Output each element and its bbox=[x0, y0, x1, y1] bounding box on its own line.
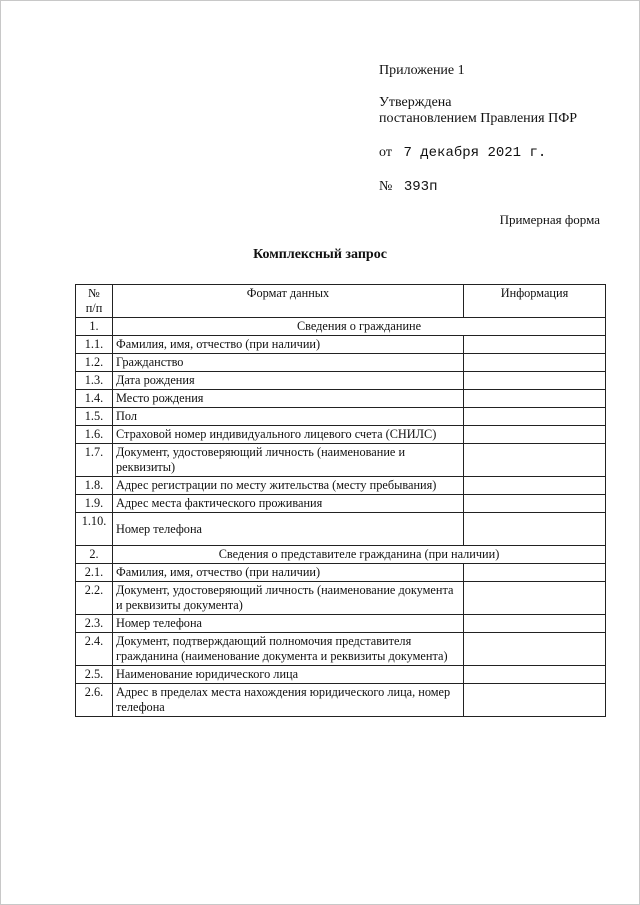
row-label: Наименование юридического лица bbox=[113, 666, 464, 684]
approved-by-label: постановлением Правления ПФР bbox=[379, 111, 578, 126]
table-header-row bbox=[76, 285, 606, 318]
info-cell[interactable] bbox=[464, 582, 606, 615]
table-row bbox=[76, 495, 606, 513]
info-cell[interactable] bbox=[464, 372, 606, 390]
request-table-body bbox=[76, 285, 606, 717]
row-number: 2.5. bbox=[76, 666, 113, 684]
row-label: Документ, удостоверяющий личность (наименование документа и реквизиты документа) bbox=[113, 582, 464, 615]
document-title: Комплексный запрос bbox=[253, 247, 387, 262]
table-row bbox=[76, 354, 606, 372]
info-cell[interactable] bbox=[464, 513, 606, 546]
section-title: Сведения о гражданине bbox=[113, 318, 606, 336]
section-title: Сведения о представителе гражданина (при наличии) bbox=[113, 546, 606, 564]
table-row bbox=[76, 336, 606, 354]
info-cell[interactable] bbox=[464, 633, 606, 666]
row-label: Пол bbox=[113, 408, 464, 426]
col-num-line1: № bbox=[88, 286, 100, 300]
row-label: Адрес места фактического проживания bbox=[113, 495, 464, 513]
row-label: Гражданство bbox=[113, 354, 464, 372]
info-cell[interactable] bbox=[464, 666, 606, 684]
info-cell[interactable] bbox=[464, 495, 606, 513]
row-label: Документ, подтверждающий полномочия представителя гражданина (наименование документа и реквизиты документа) bbox=[113, 633, 464, 666]
table-row bbox=[76, 582, 606, 615]
info-cell[interactable] bbox=[464, 615, 606, 633]
row-number: 1.1. bbox=[76, 336, 113, 354]
table-row bbox=[76, 633, 606, 666]
row-label: Фамилия, имя, отчество (при наличии) bbox=[113, 564, 464, 582]
row-label: Адрес в пределах места нахождения юридического лица, номер телефона bbox=[113, 684, 464, 717]
approval-date bbox=[379, 144, 546, 162]
date-prefix: от bbox=[379, 145, 392, 160]
approval-number bbox=[379, 178, 437, 196]
sample-form-label: Примерная форма bbox=[499, 212, 600, 227]
table-row bbox=[76, 426, 606, 444]
appendix-label: Приложение 1 bbox=[379, 63, 465, 78]
col-num-header bbox=[76, 285, 113, 318]
table-row bbox=[76, 372, 606, 390]
section-row bbox=[76, 546, 606, 564]
date-value: 7 декабря 2021 г. bbox=[403, 145, 547, 161]
table-row bbox=[76, 444, 606, 477]
row-label: Дата рождения bbox=[113, 372, 464, 390]
row-label: Документ, удостоверяющий личность (наименование и реквизиты) bbox=[113, 444, 464, 477]
info-cell[interactable] bbox=[464, 564, 606, 582]
table-row bbox=[76, 408, 606, 426]
row-label: Фамилия, имя, отчество (при наличии) bbox=[113, 336, 464, 354]
row-number: 2.2. bbox=[76, 582, 113, 615]
section-row bbox=[76, 318, 606, 336]
row-number: 2.6. bbox=[76, 684, 113, 717]
info-cell[interactable] bbox=[464, 354, 606, 372]
row-label: Страховой номер индивидуального лицевого счета (СНИЛС) bbox=[113, 426, 464, 444]
row-number: 1.8. bbox=[76, 477, 113, 495]
row-label: Номер телефона bbox=[113, 513, 464, 546]
col-num-line2: п/п bbox=[85, 301, 103, 315]
row-number: 2.3. bbox=[76, 615, 113, 633]
info-cell[interactable] bbox=[464, 426, 606, 444]
request-table bbox=[75, 284, 606, 717]
row-number: 2.1. bbox=[76, 564, 113, 582]
table-row bbox=[76, 513, 606, 546]
row-label: Адрес регистрации по месту жительства (месту пребывания) bbox=[113, 477, 464, 495]
col-info-header: Информация bbox=[464, 285, 606, 318]
row-label: Место рождения bbox=[113, 390, 464, 408]
info-cell[interactable] bbox=[464, 336, 606, 354]
info-cell[interactable] bbox=[464, 444, 606, 477]
number-prefix: № bbox=[379, 179, 393, 194]
section-number: 1. bbox=[76, 318, 113, 336]
row-number: 2.4. bbox=[76, 633, 113, 666]
table-row bbox=[76, 615, 606, 633]
row-number: 1.7. bbox=[76, 444, 113, 477]
table-row bbox=[76, 666, 606, 684]
table-row bbox=[76, 684, 606, 717]
section-number: 2. bbox=[76, 546, 113, 564]
info-cell[interactable] bbox=[464, 390, 606, 408]
approved-label: Утверждена bbox=[379, 95, 452, 110]
row-number: 1.4. bbox=[76, 390, 113, 408]
info-cell[interactable] bbox=[464, 684, 606, 717]
info-cell[interactable] bbox=[464, 408, 606, 426]
row-number: 1.5. bbox=[76, 408, 113, 426]
row-number: 1.3. bbox=[76, 372, 113, 390]
row-label: Номер телефона bbox=[113, 615, 464, 633]
col-format-header: Формат данных bbox=[113, 285, 464, 318]
info-cell[interactable] bbox=[464, 477, 606, 495]
table-row bbox=[76, 564, 606, 582]
table-row bbox=[76, 477, 606, 495]
row-number: 1.2. bbox=[76, 354, 113, 372]
table-row bbox=[76, 390, 606, 408]
row-number: 1.6. bbox=[76, 426, 113, 444]
number-value: 393п bbox=[403, 179, 438, 195]
row-number: 1.9. bbox=[76, 495, 113, 513]
row-number: 1.10. bbox=[76, 513, 113, 546]
